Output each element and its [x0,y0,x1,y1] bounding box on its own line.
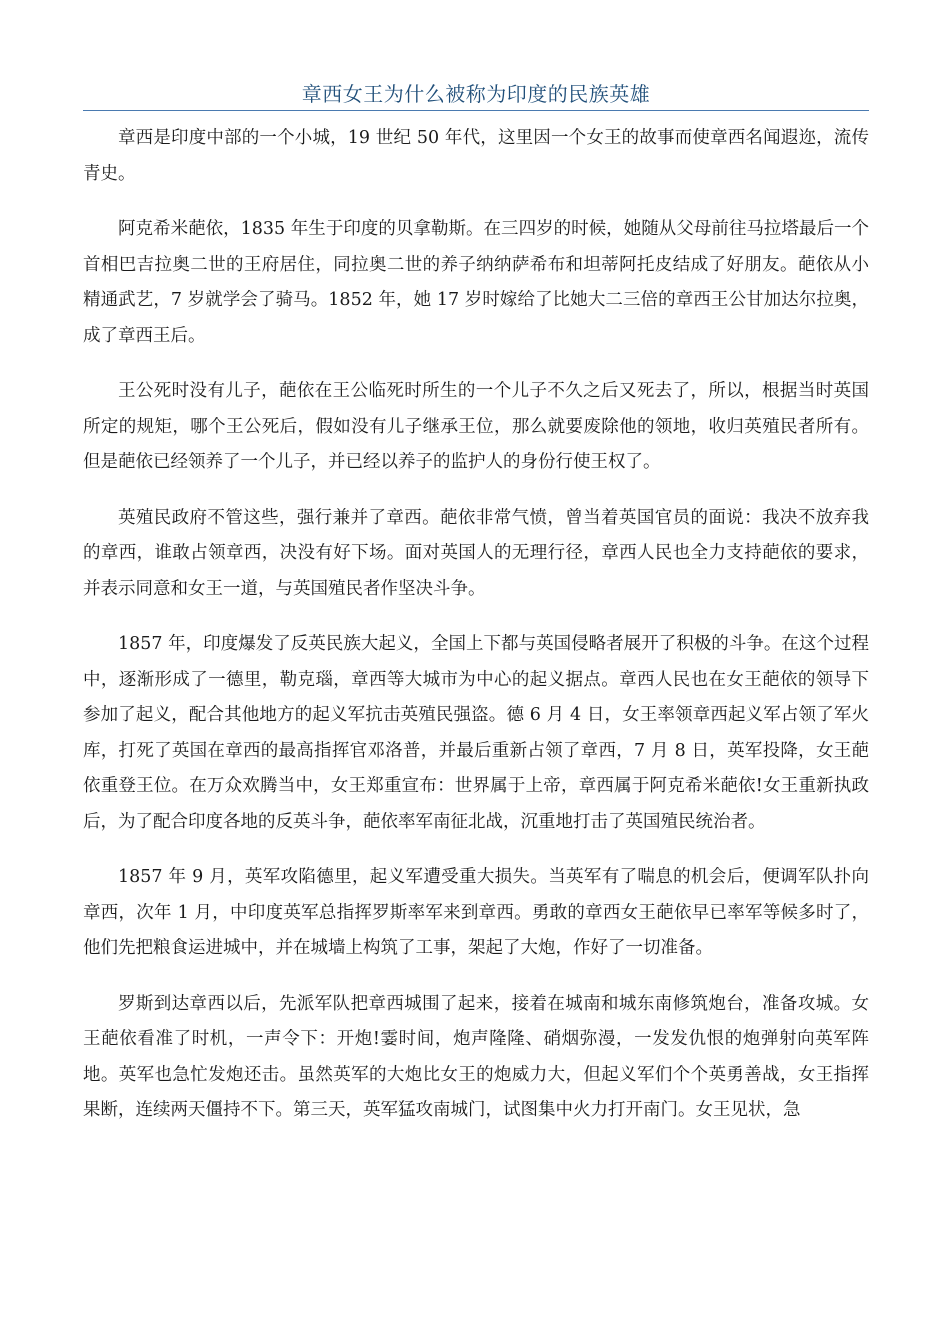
paragraph: 罗斯到达章西以后，先派军队把章西城围了起来，接着在城南和城东南修筑炮台，准备攻城。女王葩依看准了时机，一声令下：开炮!霎时间，炮声隆隆、硝烟弥漫，一发发仇恨的炮弹射向英军阵地。英军也急忙发炮还击。虽然英军的大炮比女王的炮威力大，但起义军们个个英勇善战，女王指挥果断，连续两天僵持不下。第三天，英军猛攻南城门，试图集中火力打开南门。女王见状，急 [83,993,869,1120]
paragraph: 1857 年 9 月，英军攻陷德里，起义军遭受重大损失。当英军有了喘息的机会后，便调军队扑向章西，次年 1 月，中印度英军总指挥罗斯率军来到章西。勇敢的章西女王葩依早已率军等候多时了，他们先把粮食运进城中，并在城墙上构筑了工事，架起了大炮，作好了一切准备。 [83,867,869,958]
title-underline [83,110,869,111]
paragraph: 阿克希米葩依，1835 年生于印度的贝拿勒斯。在三四岁的时候，她随从父母前往马拉塔最后一个首相巴吉拉奥二世的王府居住，同拉奥二世的养子纳纳萨希布和坦蒂阿托皮结成了好朋友。葩依从小精通武艺，7 岁就学会了骑马。1852 年，她 17 岁时嫁给了比她大二三倍的章西王公甘加达尔拉奥，成了章西王后。 [83,219,869,346]
paragraph: 1857 年，印度爆发了反英民族大起义，全国上下都与英国侵略者展开了积极的斗争。在这个过程中，逐渐形成了一德里，勒克瑙，章西等大城市为中心的起义据点。章西人民也在女王葩依的领导下参加了起义，配合其他地方的起义军抗击英殖民强盗。德 6 月 4 日，女王率领章西起义军占领了军火库，打死了英国在章西的最高指挥官邓洛普，并最后重新占领了章西，7 月 8 日，英军投降，女王葩依重登王位。在万众欢腾当中，女王郑重宣布：世界属于上帝，章西属于阿克希米葩依!女王重新执政后，为了配合印度各地的反英斗争，葩依率军南征北战，沉重地打击了英国殖民统治者。 [83,634,869,832]
document-title: 章西女王为什么被称为印度的民族英雄 [301,82,651,106]
paragraph: 王公死时没有儿子，葩依在王公临死时所生的一个儿子不久之后又死去了，所以，根据当时英国所定的规矩，哪个王公死后，假如没有儿子继承王位，那么就要废除他的领地，收归英殖民者所有。但是葩依已经领养了一个儿子，并已经以养子的监护人的身份行使王权了。 [83,381,869,472]
paragraph: 章西是印度中部的一个小城，19 世纪 50 年代，这里因一个女王的故事而使章西名闻遐迩，流传青史。 [83,128,869,184]
document-body [83,121,869,1149]
paragraph: 英殖民政府不管这些，强行兼并了章西。葩依非常气愤，曾当着英国官员的面说：我决不放弃我的章西，谁敢占领章西，决没有好下场。面对英国人的无理行径，章西人民也全力支持葩依的要求，并表示同意和女王一道，与英国殖民者作坚决斗争。 [83,507,869,599]
